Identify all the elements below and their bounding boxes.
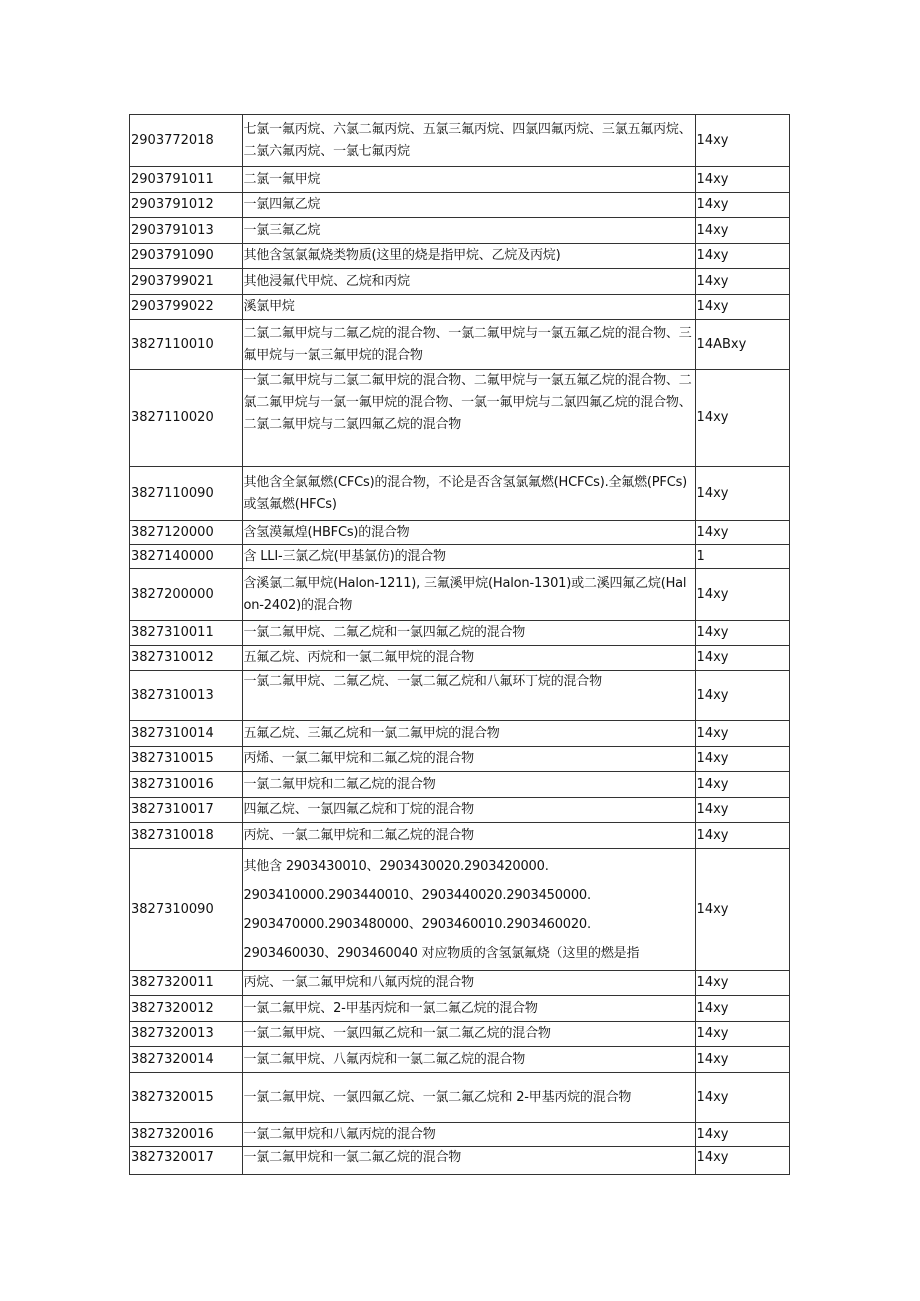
table-row xyxy=(130,320,790,370)
table-row xyxy=(130,521,790,545)
flag-cell: 14xy xyxy=(695,996,789,1022)
flag-cell: 14xy xyxy=(695,772,789,798)
table-row xyxy=(130,772,790,798)
flag-cell: 14xy xyxy=(695,569,789,621)
description-cell: 二氯一氟甲烷 xyxy=(242,167,695,193)
description-cell: 丙烷、一氯二氟甲烷和八氟丙烷的混合物 xyxy=(242,971,695,996)
table-row xyxy=(130,295,790,320)
description-line: 2903460030、2903460040 对应物质的含氢氯氟烧（这里的燃是指 xyxy=(243,945,640,961)
hs-code-cell: 3827320016 xyxy=(130,1123,243,1147)
description-line: 其他含 2903430010、2903430020.2903420000. xyxy=(243,858,549,874)
description-cell: 五氟乙烷、三氟乙烷和一氯二氟甲烷的混合物 xyxy=(242,721,695,747)
table-row xyxy=(130,996,790,1022)
description-line: 2903470000.2903480000、2903460010.2903460020. xyxy=(243,916,591,932)
description-cell: 其他含全氯氟燃(CFCs)的混合物，不论是否含氢氯氟燃(HCFCs).全氟燃(PFCs)或氢氟燃(HFCs) xyxy=(242,467,695,521)
flag-cell: 14xy xyxy=(695,1123,789,1147)
flag-cell: 14xy xyxy=(695,646,789,671)
hs-code-cell: 3827310011 xyxy=(130,621,243,646)
description-cell: 一氯二氟甲烷与二氯二氟甲烷的混合物、二氟甲烷与一氯五氟乙烷的混合物、二氯二氟甲烷与一氯一氟甲烷的混合物、一氯一氟甲烷与二氯四氟乙烷的混合物、二氯二氟甲烷与二氯四氟乙烷的混合物 xyxy=(242,370,695,467)
description-cell: 一氯二氟甲烷和八氟丙烷的混合物 xyxy=(242,1123,695,1147)
hs-code-cell: 3827140000 xyxy=(130,545,243,569)
hs-code-cell: 3827200000 xyxy=(130,569,243,621)
table-row xyxy=(130,1022,790,1047)
flag-cell: 14xy xyxy=(695,971,789,996)
hs-code-cell: 3827320017 xyxy=(130,1147,243,1175)
flag-cell: 1 xyxy=(695,545,789,569)
description-cell: 丙烷、一氯二氟甲烷和二氟乙烷的混合物 xyxy=(242,823,695,849)
description-line: 2903410000.2903440010、2903440020.2903450000. xyxy=(243,887,591,903)
description-cell: 一氯二氟甲烷、二氟乙烷和一氯四氟乙烷的混合物 xyxy=(242,621,695,646)
flag-cell: 14ABxy xyxy=(695,320,789,370)
description-cell: 一氯二氟甲烷、一氯四氟乙烷和一氯二氟乙烷的混合物 xyxy=(242,1022,695,1047)
hs-code-cell: 3827320012 xyxy=(130,996,243,1022)
flag-cell: 14xy xyxy=(695,621,789,646)
description-cell: 一氯三氟乙烷 xyxy=(242,218,695,244)
table-row xyxy=(130,971,790,996)
hs-code-cell: 3827310016 xyxy=(130,772,243,798)
table-row xyxy=(130,115,790,167)
table-row xyxy=(130,849,790,971)
description-cell: 其他浸氟代甲烷、乙烷和丙烷 xyxy=(242,269,695,295)
hs-code-cell: 2903799021 xyxy=(130,269,243,295)
table-row xyxy=(130,545,790,569)
table-row xyxy=(130,218,790,244)
hs-code-cell: 3827310017 xyxy=(130,798,243,823)
description-cell: 一氯二氟甲烷和二氟乙烷的混合物 xyxy=(242,772,695,798)
description-cell: 七氯一氟丙烷、六氯二氟丙烷、五氯三氟丙烷、四氯四氟丙烷、三氯五氟丙烷、二氯六氟丙烷、一氯七氟丙烷 xyxy=(242,115,695,167)
table-row xyxy=(130,621,790,646)
hs-code-cell: 2903791013 xyxy=(130,218,243,244)
hs-code-cell: 3827320015 xyxy=(130,1073,243,1123)
flag-cell: 14xy xyxy=(695,849,789,971)
hs-code-cell: 2903791012 xyxy=(130,193,243,218)
hs-code-cell: 2903791011 xyxy=(130,167,243,193)
flag-cell: 14xy xyxy=(695,370,789,467)
table-row xyxy=(130,823,790,849)
description-cell: 四氟乙烷、一氯四氟乙烷和丁烷的混合物 xyxy=(242,798,695,823)
table-row xyxy=(130,244,790,269)
description-cell: 丙烯、一氯二氟甲烷和二氟乙烷的混合物 xyxy=(242,747,695,772)
table-row xyxy=(130,1147,790,1175)
flag-cell: 14xy xyxy=(695,115,789,167)
flag-cell: 14xy xyxy=(695,1147,789,1175)
hs-code-cell: 3827320014 xyxy=(130,1047,243,1073)
hs-code-cell: 3827320013 xyxy=(130,1022,243,1047)
flag-cell: 14xy xyxy=(695,798,789,823)
flag-cell: 14xy xyxy=(695,823,789,849)
flag-cell: 14xy xyxy=(695,1073,789,1123)
description-cell: 溪氯甲烷 xyxy=(242,295,695,320)
table-row xyxy=(130,721,790,747)
hs-code-cell: 3827310090 xyxy=(130,849,243,971)
hs-code-cell: 2903799022 xyxy=(130,295,243,320)
table-row xyxy=(130,370,790,467)
flag-cell: 14xy xyxy=(695,521,789,545)
table-row xyxy=(130,467,790,521)
hs-code-cell: 3827310014 xyxy=(130,721,243,747)
flag-cell: 14xy xyxy=(695,244,789,269)
description-cell: 一氯二氟甲烷、二氟乙烷、一氯二氟乙烷和八氟环丁烷的混合物 xyxy=(242,671,695,721)
flag-cell: 14xy xyxy=(695,721,789,747)
flag-cell: 14xy xyxy=(695,295,789,320)
hs-code-cell: 3827110020 xyxy=(130,370,243,467)
hs-code-cell: 3827320011 xyxy=(130,971,243,996)
flag-cell: 14xy xyxy=(695,167,789,193)
flag-cell: 14xy xyxy=(695,193,789,218)
table-row xyxy=(130,671,790,721)
description-cell: 一氯二氟甲烷、2-甲基丙烷和一氯二氟乙烷的混合物 xyxy=(242,996,695,1022)
table-row xyxy=(130,193,790,218)
description-cell: 一氯二氟甲烷、八氟丙烷和一氯二氟乙烷的混合物 xyxy=(242,1047,695,1073)
table-row xyxy=(130,1123,790,1147)
description-cell: 一氯二氟甲烷和一氯二氟乙烷的混合物 xyxy=(242,1147,695,1175)
description-cell: 一氯四氟乙烷 xyxy=(242,193,695,218)
flag-cell: 14xy xyxy=(695,1022,789,1047)
hs-code-cell: 3827310013 xyxy=(130,671,243,721)
description-cell: 五氟乙烷、丙烷和一氯二氟甲烷的混合物 xyxy=(242,646,695,671)
hs-code-cell: 3827310018 xyxy=(130,823,243,849)
hs-code-cell: 2903772018 xyxy=(130,115,243,167)
table-row xyxy=(130,269,790,295)
hs-code-cell: 3827110090 xyxy=(130,467,243,521)
description-cell: 含 LLI-三氯乙烷(甲基氯仿)的混合物 xyxy=(242,545,695,569)
hs-code-cell: 3827310012 xyxy=(130,646,243,671)
hs-code-cell: 3827120000 xyxy=(130,521,243,545)
table-row xyxy=(130,798,790,823)
description-cell: 二氯二氟甲烷与二氟乙烷的混合物、一氯二氟甲烷与一氯五氟乙烷的混合物、三氟甲烷与一氯三氟甲烷的混合物 xyxy=(242,320,695,370)
flag-cell: 14xy xyxy=(695,269,789,295)
hs-code-cell: 3827310015 xyxy=(130,747,243,772)
table-row xyxy=(130,569,790,621)
flag-cell: 14xy xyxy=(695,1047,789,1073)
table-row xyxy=(130,167,790,193)
flag-cell: 14xy xyxy=(695,218,789,244)
description-cell xyxy=(242,849,695,971)
table-row xyxy=(130,747,790,772)
hs-code-cell: 2903791090 xyxy=(130,244,243,269)
description-cell: 一氯二氟甲烷、一氯四氟乙烷、一氯二氟乙烷和 2-甲基丙烷的混合物 xyxy=(242,1073,695,1123)
hs-code-table xyxy=(129,114,790,1175)
flag-cell: 14xy xyxy=(695,671,789,721)
flag-cell: 14xy xyxy=(695,467,789,521)
table-row xyxy=(130,1047,790,1073)
table-row xyxy=(130,1073,790,1123)
description-cell: 其他含氢氯氟烧类物质(这里的烧是指甲烷、乙烷及丙烷) xyxy=(242,244,695,269)
table-row xyxy=(130,646,790,671)
flag-cell: 14xy xyxy=(695,747,789,772)
hs-code-cell: 3827110010 xyxy=(130,320,243,370)
description-cell: 含氢漠氟煌(HBFCs)的混合物 xyxy=(242,521,695,545)
description-cell: 含溪氯二氟甲烷(Halon-1211), 三氟溪甲烷(Halon-1301)或二溪四氟乙烷(Halon-2402)的混合物 xyxy=(242,569,695,621)
